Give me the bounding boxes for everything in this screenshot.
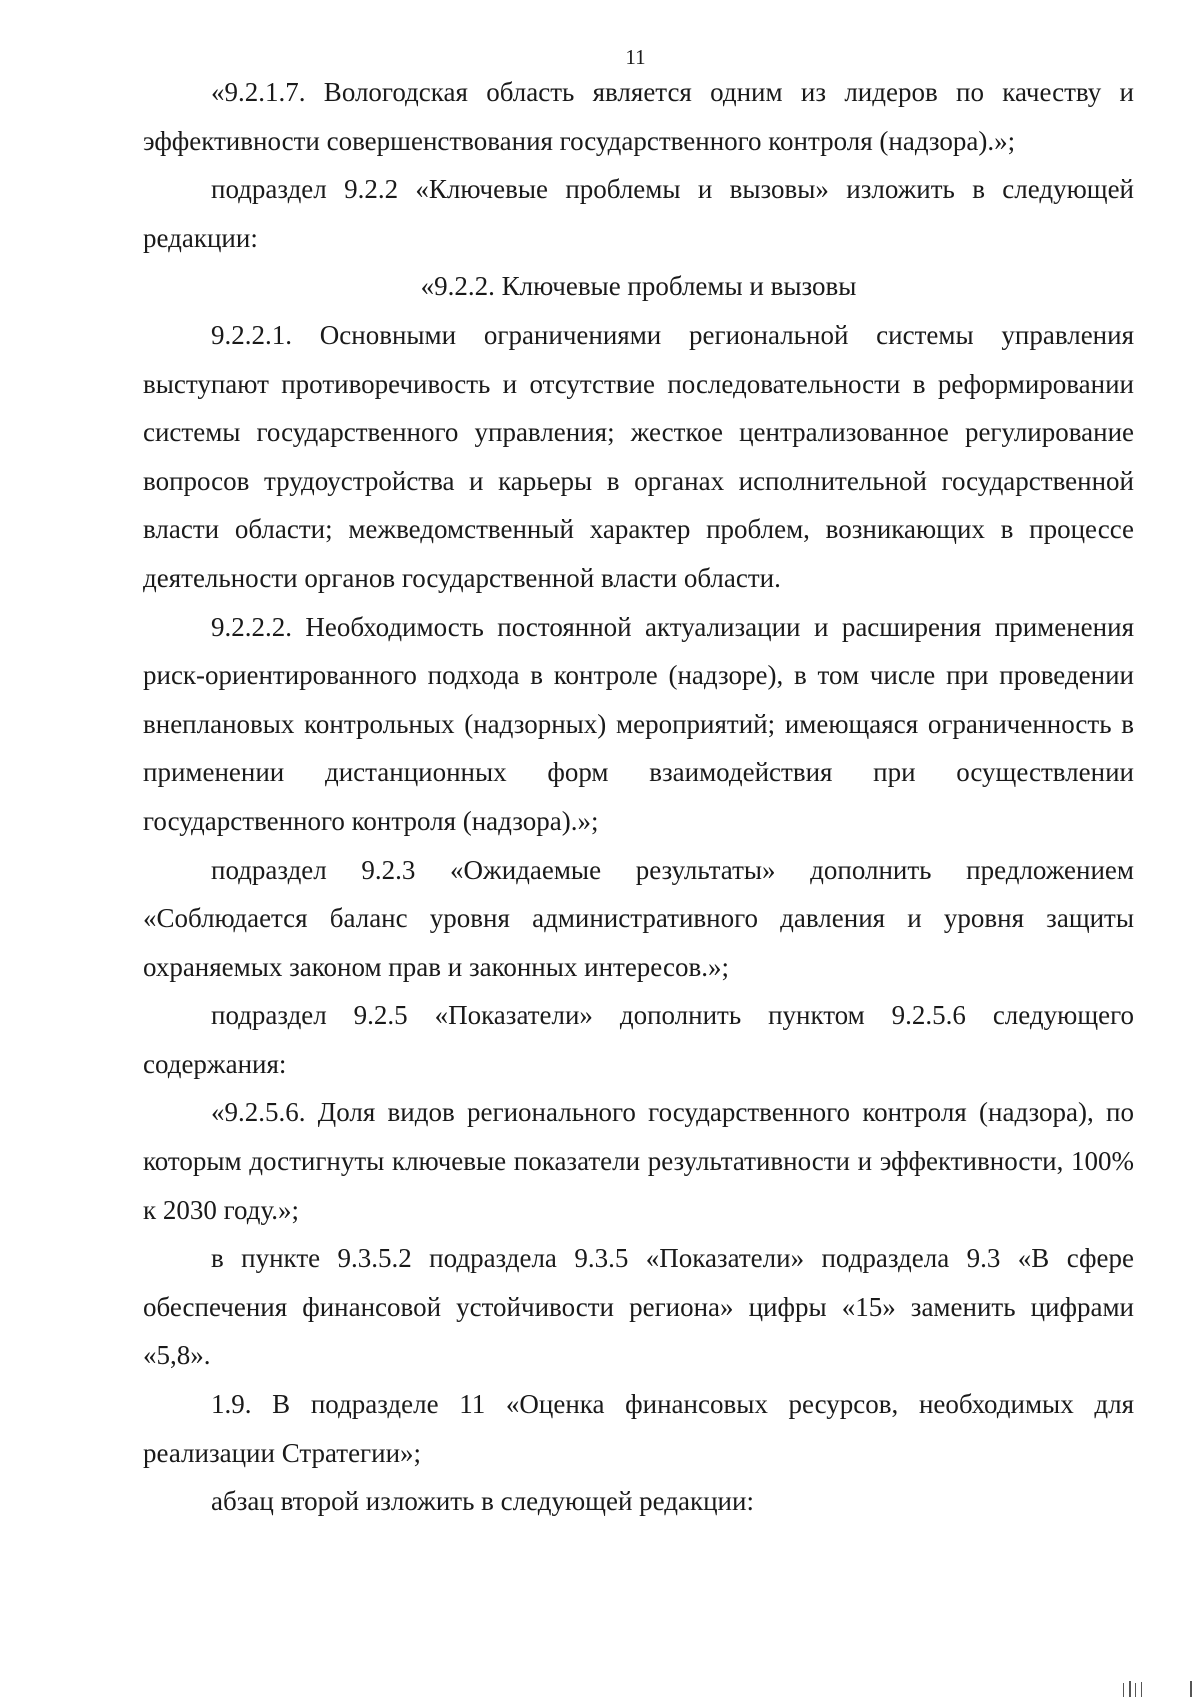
section-heading-9-2-2: «9.2.2. Ключевые проблемы и вызовы	[420, 271, 857, 302]
paragraph-subsection-9-2-3-instruction: подраздел 9.2.3 «Ожидаемые результаты» дополнить предложением «Соблюдается баланс уровня административного давления и уровня защиты охраняемых законом прав и законных интересов.»;	[143, 854, 1134, 982]
paragraph-9-3-5-2-instruction: в пункте 9.3.5.2 подраздела 9.3.5 «Показатели» подраздела 9.3 «В сфере обеспечения финансовой устойчивости региона» цифры «15» заменить цифрами «5,8».	[143, 1243, 1134, 1371]
paragraph-9-2-1-7: «9.2.1.7. Вологодская область является одним из лидеров по качеству и эффективности совершенствования государственного контроля (надзора).»;	[143, 77, 1134, 156]
paragraph-1-9: 1.9. В подразделе 11 «Оценка финансовых ресурсов, необходимых для реализации Стратегии»;	[143, 1389, 1134, 1468]
paragraph-9-2-2-1: 9.2.2.1. Основными ограничениями региональной системы управления выступают противоречивость и отсутствие последовательности в реформировании системы государственного управления; жесткое централизованное регулирование вопросов трудоустройства и карьеры в органах исполнительной государственной власти области; межведомственный характер проблем, возникающих в процессе деятельности органов государственной власти области.	[143, 319, 1134, 593]
paragraph-subsection-9-2-5-instruction: подраздел 9.2.5 «Показатели» дополнить пунктом 9.2.5.6 следующего содержания:	[143, 1000, 1134, 1079]
document-body	[143, 68, 1134, 1526]
page-number: 11	[625, 45, 646, 69]
scan-edge-marks	[1060, 1677, 1200, 1697]
paragraph-9-2-5-6: «9.2.5.6. Доля видов регионального государственного контроля (надзора), по которым достигнуты ключевые показатели результативности и эффективности, 100% к 2030 году.»;	[143, 1097, 1134, 1225]
paragraph-second-abzac-instruction: абзац второй изложить в следующей редакции:	[211, 1486, 754, 1517]
paragraph-9-2-2-2: 9.2.2.2. Необходимость постоянной актуализации и расширения применения риск-ориентированного подхода в контроле (надзоре), в том числе при проведении внеплановых контрольных (надзорных) мероприятий; имеющаяся ограниченность в применении дистанционных форм взаимодействия при осуществлении государственного контроля (надзора).»;	[143, 611, 1134, 836]
paragraph-subsection-9-2-2-instruction: подраздел 9.2.2 «Ключевые проблемы и вызовы» изложить в следующей редакции:	[143, 174, 1134, 253]
